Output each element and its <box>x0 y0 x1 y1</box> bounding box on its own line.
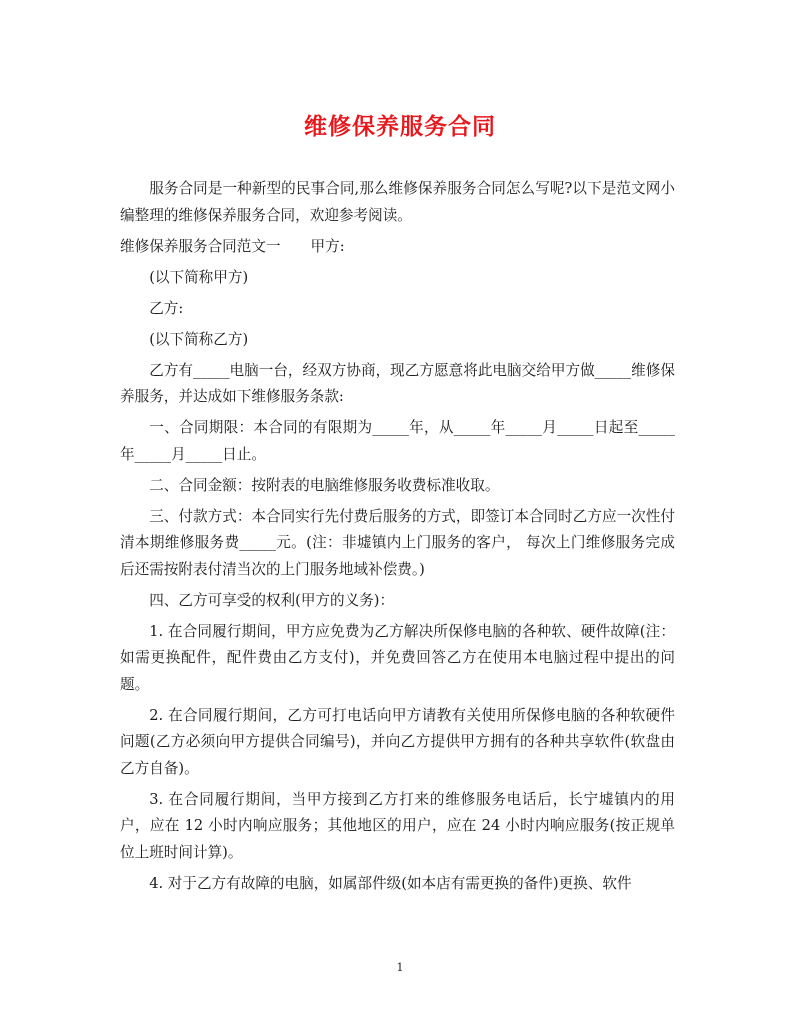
clause-rights-item-3: 3. 在合同履行期间，当甲方接到乙方打来的维修服务电话后，长宁墟镇内的用户，应在 12 小时内响应服务；其他地区的用户，应在 24 小时内响应服务(按正规单位上班时间计算)。 <box>120 790 675 861</box>
clause-rights-item-1: 1. 在合同履行期间，甲方应免费为乙方解决所保修电脑的各种软、硬件故障(注：如需更换配件，配件费由乙方支付)，并免费回答乙方在使用本电脑过程中提出的问题。 <box>120 622 675 693</box>
clause-rights-heading: 四、乙方可享受的权利(甲方的义务)： <box>149 591 395 609</box>
party-a-note: (以下简称甲方) <box>149 268 249 286</box>
preamble-paragraph: 乙方有_____电脑一台，经双方协商，现乙方愿意将此电脑交给甲方做_____维修保养服务，并达成如下维修服务条款: <box>120 361 675 405</box>
sample-heading-line <box>120 234 675 261</box>
party-a-label: 甲方: <box>310 237 345 255</box>
clause-rights-item-2: 2. 在合同履行期间，乙方可打电话向甲方请教有关使用所保修电脑的各种软硬件问题(乙方必须向甲方提供合同编号)，并向乙方提供甲方拥有的各种共享软件(软盘由乙方自备)。 <box>120 706 675 777</box>
sample-heading: 维修保养服务合同范文一 <box>120 237 281 255</box>
clause-amount: 二、合同金额：按附表的电脑维修服务收费标准收取。 <box>149 476 500 494</box>
document-title: 维修保养服务合同 <box>304 114 496 140</box>
clause-term: 一、合同期限：本合同的有限期为_____年，从_____年_____月_____日起至_____年_____月_____日止。 <box>120 419 675 463</box>
document-body <box>120 176 675 902</box>
party-b-note: (以下简称乙方) <box>149 330 249 348</box>
page-number: 1 <box>396 961 404 974</box>
party-b-label: 乙方: <box>149 299 184 317</box>
clause-rights-item-4: 4. 对于乙方有故障的电脑，如属部件级(如本店有需更换的备件)更换、软件 <box>149 874 632 892</box>
clause-payment: 三、付款方式：本合同实行先付费后服务的方式，即签订本合同时乙方应一次性付清本期维修服务费_____元。(注：非墟镇内上门服务的客户， 每次上门维修服务完成后还需按附表付清当次的上门服务地域补偿费。) <box>120 507 675 578</box>
intro-paragraph: 服务合同是一种新型的民事合同,那么维修保养服务合同怎么写呢?以下是范文网小编整理的维修保养服务合同，欢迎参考阅读。 <box>120 180 675 224</box>
